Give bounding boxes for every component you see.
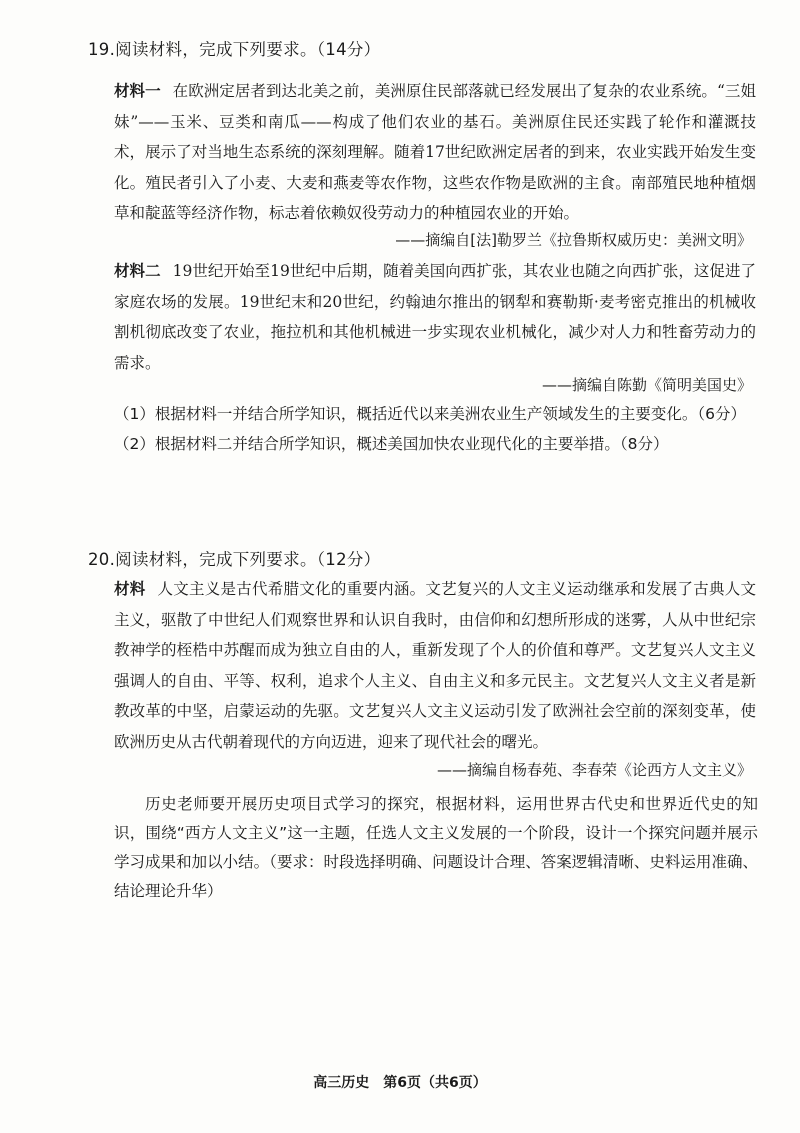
question-19-header: 19.阅读材料，完成下列要求。（14分） <box>88 40 381 59</box>
q20-material-source: ——摘编自杨春苑、李春荣《论西方人文主义》 <box>436 761 752 779</box>
q19-material-2 <box>114 256 756 378</box>
q20-material-text: 人文主义是古代希腊文化的重要内涵。文艺复兴的人文主义运动继承和发展了古典人文主义，驱散了中世纪人们观察世界和认识自我时，由信仰和幻想所形成的迷雾，人从中世纪宗教神学的桎梏中苏醒而成为独立自由的人，重新发现了个人的价值和尊严。文艺复兴人文主义强调人的自由、平等、权利，追求个人主义、自由主义和多元民主。文艺复兴人文主义者是新教改革的中坚，启蒙运动的先驱。文艺复兴人文主义运动引发了欧洲社会空前的深刻变革，使欧洲历史从古代朝着现代的方向迈进，迎来了现代社会的曙光。 <box>114 580 756 751</box>
q20-task: 历史老师要开展历史项目式学习的探究，根据材料，运用世界古代史和世界近代史的知识，围绕“西方人文主义”这一主题，任选人文主义发展的一个阶段，设计一个探究问题并展示学习成果和加以小结。（要求：时段选择明确、问题设计合理、答案逻辑清晰、史料运用准确、结论理论升华） <box>114 795 758 900</box>
q19-material-2-text: 19世纪开始至19世纪中后期，随着美国向西扩张，其农业也随之向西扩张，这促进了家庭农场的发展。19世纪末和20世纪，约翰迪尔推出的钢犁和赛勒斯·麦考密克推出的机械收割机彻底改变了农业，拖拉机和其他机械进一步实现农业机械化，减少对人力和牲畜劳动力的需求。 <box>114 262 756 372</box>
q19-material-1-text: 在欧洲定居者到达北美之前，美洲原住民部落就已经发展出了复杂的农业系统。“三姐妹”——玉米、豆类和南瓜——构成了他们农业的基石。美洲原住民还实践了轮作和灌溉技术，展示了对当地生态系统的深刻理解。随着17世纪欧洲定居者的到来，农业实践开始发生变化。殖民者引入了小麦、大麦和燕麦等农作物，这些农作物是欧洲的主食。南部殖民地种植烟草和靛蓝等经济作物，标志着依赖奴役劳动力的种植园农业的开始。 <box>114 82 756 222</box>
q19-material-1-label: 材料一 <box>114 82 161 100</box>
q19-subquestion-1: （1）根据材料一并结合所学知识，概括近代以来美洲农业生产领域发生的主要变化。（6分） <box>114 405 746 423</box>
q19-subquestion-2: （2）根据材料二并结合所学知识，概述美国加快农业现代化的主要举措。（8分） <box>114 435 669 453</box>
page-footer: 高三历史 第6页（共6页） <box>313 1075 487 1091</box>
q20-material <box>114 574 756 757</box>
q19-material-2-source: ——摘编自陈勤《简明美国史》 <box>541 376 752 394</box>
q19-material-2-label: 材料二 <box>114 262 161 280</box>
q19-material-1 <box>114 76 756 229</box>
question-20-header: 20.阅读材料，完成下列要求。（12分） <box>88 550 381 569</box>
q20-material-label: 材料 <box>114 580 146 598</box>
q19-material-1-source: ——摘编自[法]勒罗兰《拉鲁斯权威历史：美洲文明》 <box>395 231 752 249</box>
